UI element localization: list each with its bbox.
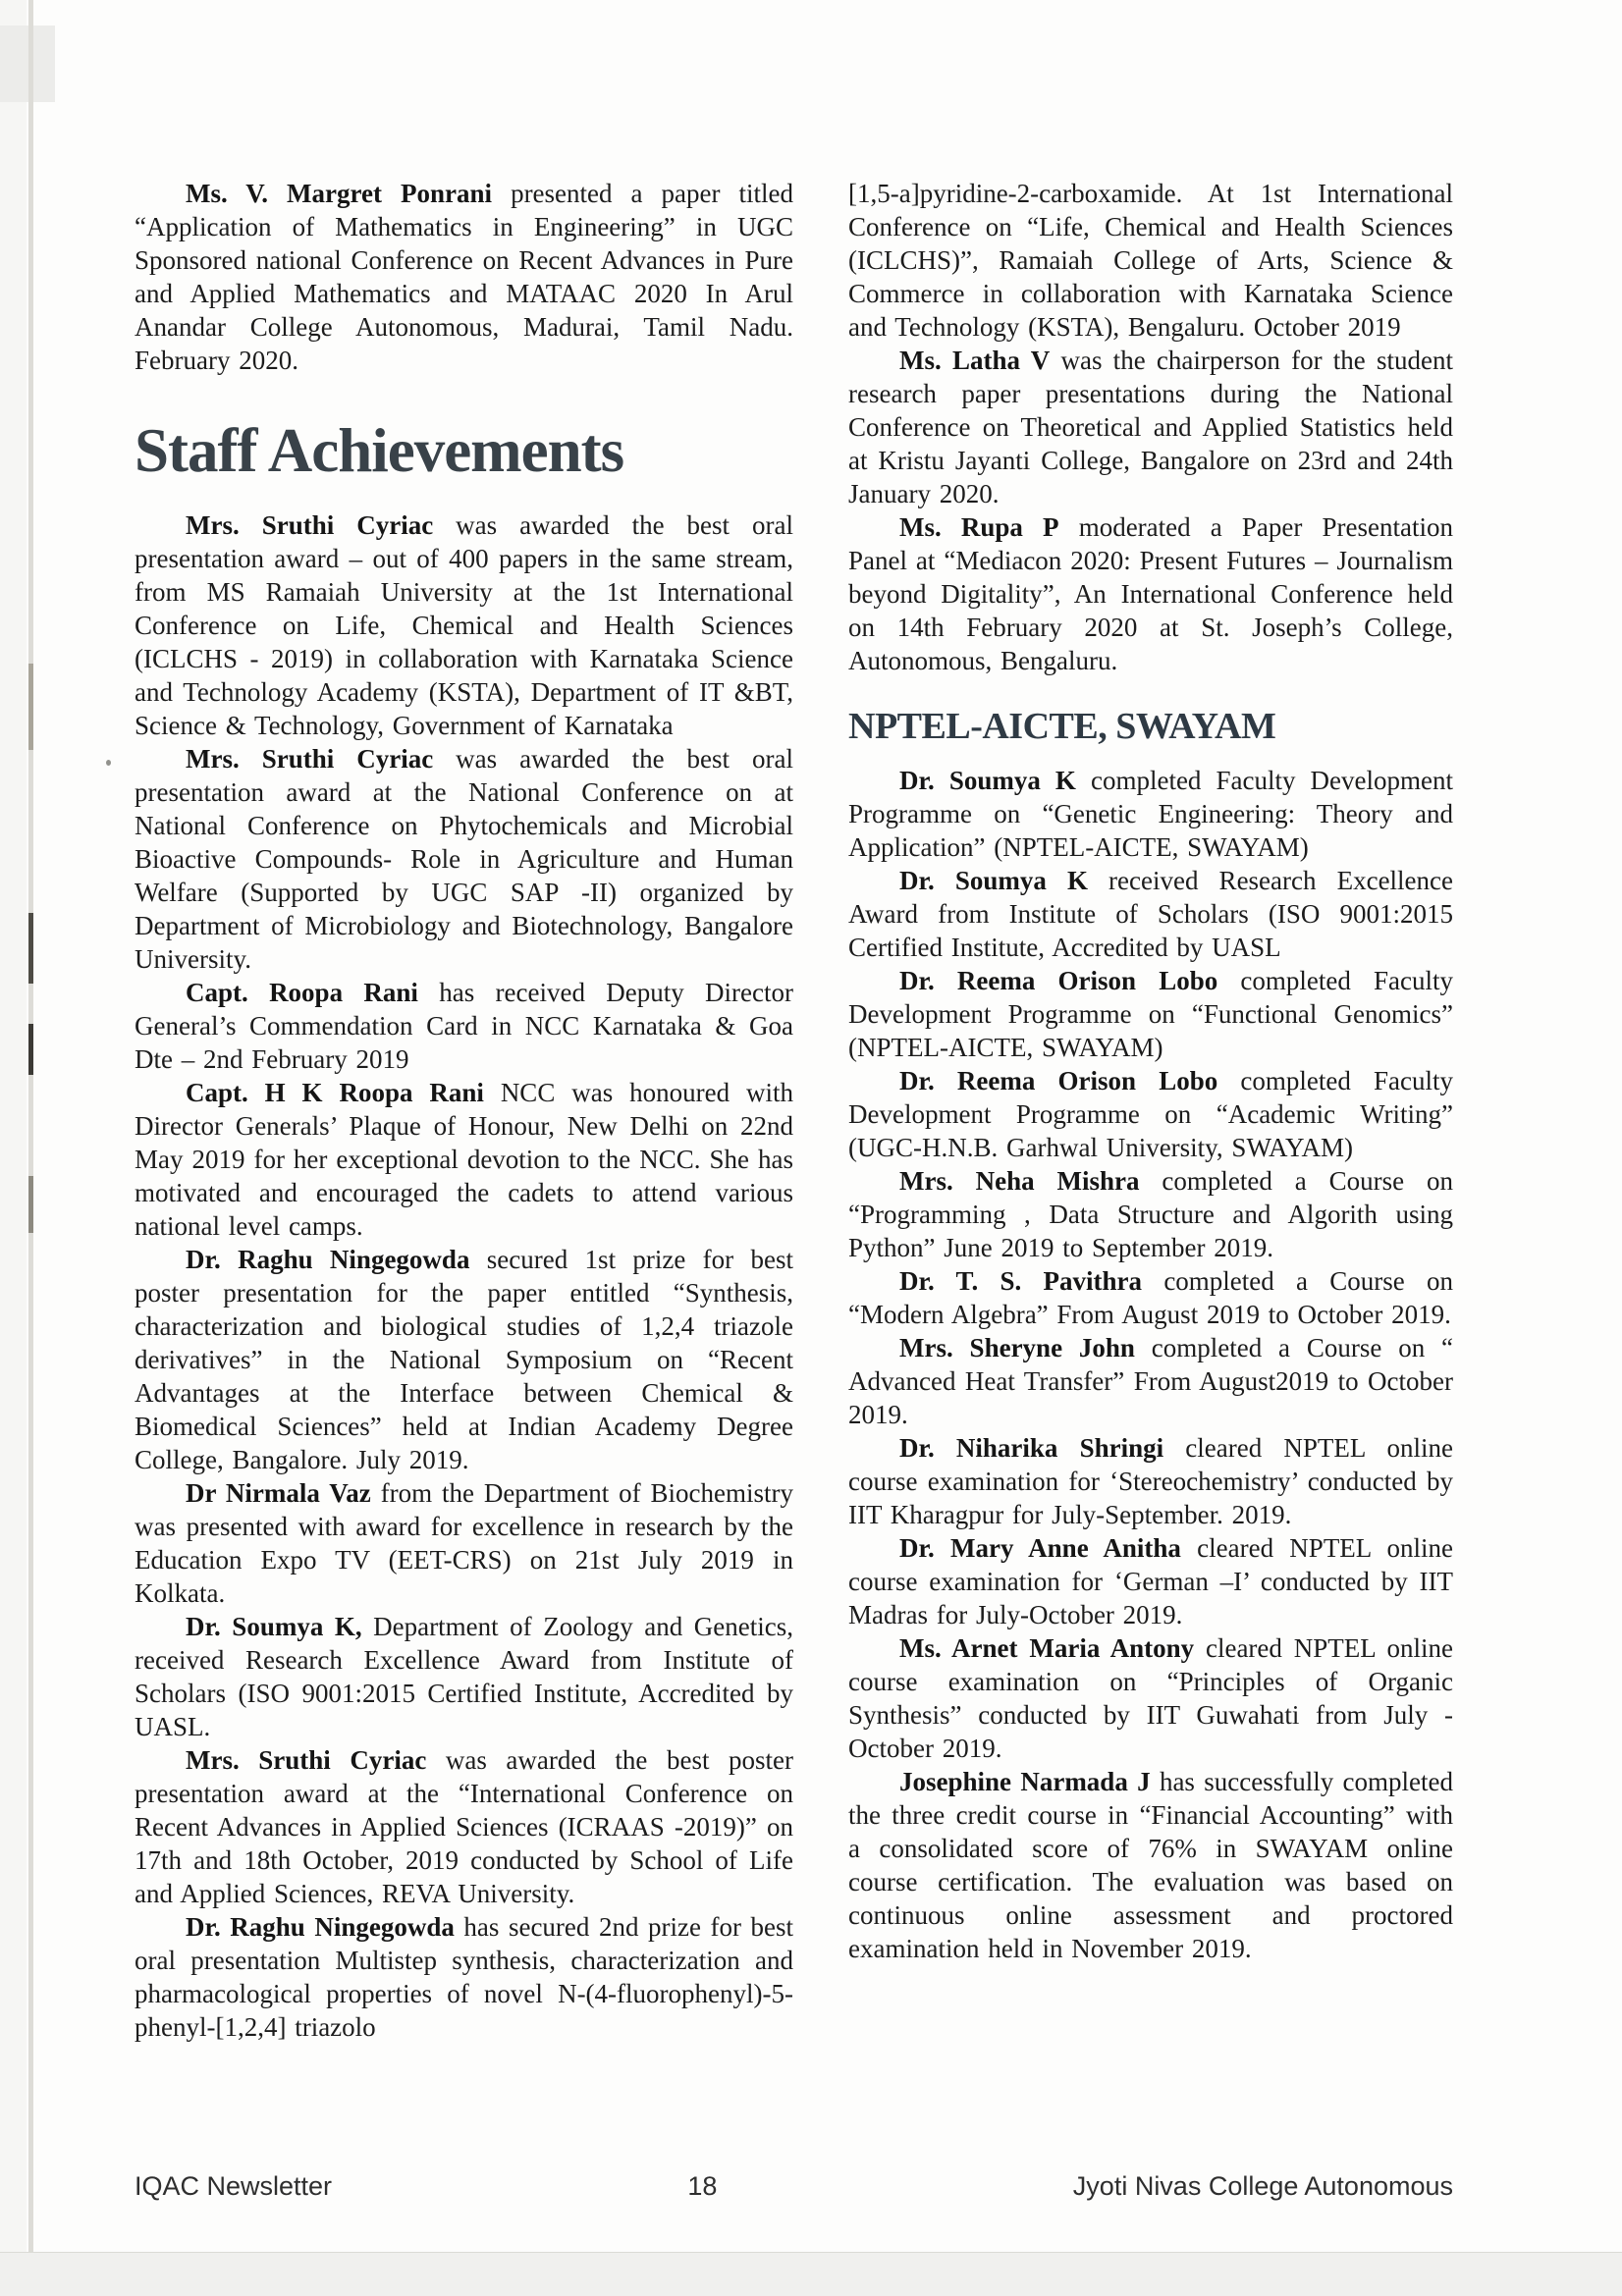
para-sruthi-cyriac-2 — [135, 742, 793, 976]
para-text: completed a Course on “Modern Algebra” From August 2019 to October 2019. — [848, 1265, 1454, 1329]
para-text: has secured 2nd prize for best oral presentation Multistep synthesis, characterization and pharmacological properties of novel N-(4-fluorophenyl)-5-phenyl-[1,2,4] triazolo — [135, 1912, 793, 2043]
page-footer — [135, 2171, 1453, 2202]
person-name: Dr. Raghu Ningegowda — [186, 1912, 455, 1943]
person-name: Dr. Soumya K, — [186, 1612, 362, 1642]
para-raghu-ningegowda-2 — [135, 1910, 793, 2044]
scan-mark — [28, 1176, 33, 1233]
para-latha-v — [848, 344, 1453, 510]
left-column — [135, 177, 793, 2044]
scan-speck — [106, 760, 111, 766]
scan-fold-line — [28, 0, 33, 2295]
para-text: was awarded the best oral presentation award at the National Conference on at National Conference on Phytochemicals and Microbial Bioactive Compounds- Role in Agriculture and Human Welfare (Supported by UGC SAP -II) organized by Department of Microbiology and Biotechnology, Bangalore University. — [135, 744, 793, 975]
para-nirmala-vaz — [135, 1476, 793, 1610]
para-text: completed a Course on “Programming , Data Structure and Algorith using Python” June 2019 to September 2019. — [848, 1165, 1453, 1262]
para-text: secured 1st prize for best poster presentation for the paper entitled “Synthesis, characterization and biological studies of 1,2,4 triazole derivatives” in the National Symposium on “Recent Advantages at the Interface between Chemical & Biomedical Sciences” held at Indian Academy Degree College, Bangalore. July 2019. — [135, 1245, 793, 1475]
person-name: Dr. Reema Orison Lobo — [899, 1065, 1218, 1095]
footer-newsletter-name: IQAC Newsletter — [135, 2171, 333, 2201]
scan-corner-artifact — [0, 26, 55, 102]
scan-mark — [28, 664, 33, 750]
para-text: Department of Zoology and Genetics, received Research Excellence Award from Institute of Scholars (ISO 9001:2015 Certified Institute, Accredited by UASL. — [135, 1612, 793, 1742]
person-name: Dr. Soumya K — [899, 765, 1076, 795]
para-soumya-k — [135, 1610, 793, 1743]
para-soumya-k-2 — [848, 864, 1453, 964]
person-name: Dr. T. S. Pavithra — [899, 1265, 1143, 1296]
para-soumya-k-1 — [848, 764, 1453, 864]
person-name: Ms. Arnet Maria Antony — [899, 1632, 1195, 1663]
para-continuation — [848, 177, 1453, 344]
para-rupa-p — [848, 510, 1453, 677]
footer-page-number: 18 — [687, 2171, 718, 2201]
para-text: completed Faculty Development Programme on “Academic Writing” (UGC-H.N.B. Garhwal University, SWAYAM) — [848, 1065, 1454, 1162]
para-sruthi-cyriac-1 — [135, 508, 793, 742]
para-text: cleared NPTEL online course examination for ‘German –I’ conducted by IIT Madras for July-October 2019. — [848, 1532, 1453, 1629]
para-text: has successfully completed the three credit course in “Financial Accounting” with a consolidated score of 76% in SWAYAM online course certification. The evaluation was based on continuous online assessment and proctored examination held in November 2019. — [848, 1766, 1453, 1963]
para-text: was awarded the best poster presentation award at the “International Conference on Recent Advances in Applied Sciences (ICRAAS -2019)” on 17th and 18th October, 2019 conducted by School of Life and Applied Sciences, REVA University. — [135, 1745, 793, 1909]
footer-college-name: Jyoti Nivas College Autonomous — [1072, 2171, 1453, 2201]
para-sheryne-john — [848, 1331, 1453, 1431]
para-text: cleared NPTEL online course examination for ‘Stereochemistry’ conducted by IIT Kharagpur for July-September. 2019. — [848, 1432, 1453, 1529]
para-text: was the chairperson for the student research paper presentations during the National Conference on Theoretical and Applied Statistics held at Kristu Jayanti College, Bangalore on 23rd and 24th January 2020. — [848, 346, 1453, 508]
person-name: Dr Nirmala Vaz — [186, 1478, 371, 1509]
para-text: completed Faculty Development Programme on “Genetic Engineering: Theory and Application” (NPTEL-AICTE, SWAYAM) — [848, 765, 1453, 862]
para-reema-lobo-1 — [848, 964, 1453, 1064]
person-name: Capt. Roopa Rani — [186, 978, 418, 1008]
para-ts-pavithra — [848, 1264, 1453, 1331]
person-name: Dr. Raghu Ningegowda — [186, 1245, 470, 1275]
person-name: Mrs. Neha Mishra — [899, 1165, 1140, 1196]
para-text: moderated a Paper Presentation Panel at “Mediacon 2020: Present Futures – Journalism beyond Digitality”, An International Conference held on 14th February 2020 at St. Joseph’s College, Autonomous, Bengaluru. — [848, 512, 1453, 675]
person-name: Ms. Rupa P — [899, 512, 1059, 542]
para-text: from the Department of Biochemistry was presented with award for excellence in research by the Education Expo TV (EET-CRS) on 21st July 2019 in Kolkata. — [135, 1478, 793, 1609]
para-text: cleared NPTEL online course examination on “Principles of Organic Synthesis” conducted by IIT Guwahati from July - October 2019. — [848, 1632, 1453, 1763]
person-name: Mrs. Sruthi Cyriac — [186, 744, 434, 774]
para-text: completed a Course on “ Advanced Heat Transfer” From August2019 to October 2019. — [848, 1332, 1454, 1429]
person-name: Mrs. Sruthi Cyriac — [186, 1745, 427, 1776]
scan-mark — [28, 913, 33, 984]
para-text: NCC was honoured with Director Generals’ Plaque of Honour, New Delhi on 22nd May 2019 for her exceptional devotion to the NCC. She has motivated and encouraged the cadets to attend various national level camps. — [135, 1078, 794, 1242]
para-niharika-shringi — [848, 1431, 1453, 1531]
para-margret-ponrani — [135, 177, 793, 377]
person-name: Dr. Niharika Shringi — [899, 1432, 1164, 1463]
person-name: Ms. Latha V — [899, 346, 1051, 375]
person-name: Dr. Reema Orison Lobo — [899, 965, 1218, 995]
para-text: [1,5-a]pyridine-2-carboxamide. At 1st International Conference on “Life, Chemical and Health Sciences (ICLCHS)”, Ramaiah College of Arts, Science & Commerce in collaboration with Karnataka Science and Technology (KSTA), Bengaluru. October 2019 — [848, 179, 1453, 342]
para-reema-lobo-2 — [848, 1064, 1453, 1164]
para-text: presented a paper titled “Application of Mathematics in Engineering” in UGC Sponsored national Conference on Recent Advances in Pure and Applied Mathematics and MATAAC 2020 In Arul Anandar College Autonomous, Madurai, Tamil Nadu. February 2020. — [135, 179, 794, 375]
para-mary-anne-anitha — [848, 1531, 1453, 1631]
para-text: was awarded the best oral presentation award – out of 400 papers in the same stream, from MS Ramaiah University at the 1st International Conference on Life, Chemical and Health Sciences (ICLCHS - 2019) in collaboration with Karnataka Science and Technology Academy (KSTA), Department of IT &BT, Science & Technology, Government of Karnataka — [135, 510, 793, 741]
scan-mark — [28, 1024, 33, 1075]
para-capt-hk-roopa-rani — [135, 1076, 793, 1243]
person-name: Mrs. Sheryne John — [899, 1332, 1135, 1362]
person-name: Capt. H K Roopa Rani — [186, 1078, 484, 1108]
two-column-text — [135, 177, 1453, 2044]
para-arnet-maria-antony — [848, 1631, 1453, 1765]
para-text: received Research Excellence Award from Institute of Scholars (ISO 9001:2015 Certified Institute, Accredited by UASL — [848, 865, 1454, 962]
scan-edge-strip — [0, 0, 27, 2295]
person-name: Dr. Soumya K — [899, 865, 1088, 895]
para-sruthi-cyriac-3 — [135, 1743, 793, 1910]
right-column — [848, 177, 1453, 2044]
para-text: completed Faculty Development Programme on “Functional Genomics” (NPTEL-AICTE, SWAYAM) — [848, 965, 1454, 1062]
person-name: Dr. Mary Anne Anitha — [899, 1532, 1181, 1563]
para-josephine-narmada — [848, 1765, 1453, 1965]
para-raghu-ningegowda-1 — [135, 1243, 793, 1476]
person-name: Josephine Narmada J — [899, 1766, 1151, 1796]
section-heading-nptel-aicte-swayam: NPTEL-AICTE, SWAYAM — [848, 706, 1276, 747]
para-neha-mishra — [848, 1164, 1453, 1264]
para-text: has received Deputy Director General’s Commendation Card in NCC Karnataka & Goa Dte – 2nd February 2019 — [135, 978, 793, 1075]
person-name: Ms. V. Margret Ponrani — [186, 179, 493, 208]
person-name: Mrs. Sruthi Cyriac — [186, 510, 434, 541]
scan-bottom-edge — [0, 2252, 1622, 2296]
para-capt-roopa-rani — [135, 976, 793, 1076]
section-heading-staff-achievements: Staff Achievements — [135, 416, 624, 485]
